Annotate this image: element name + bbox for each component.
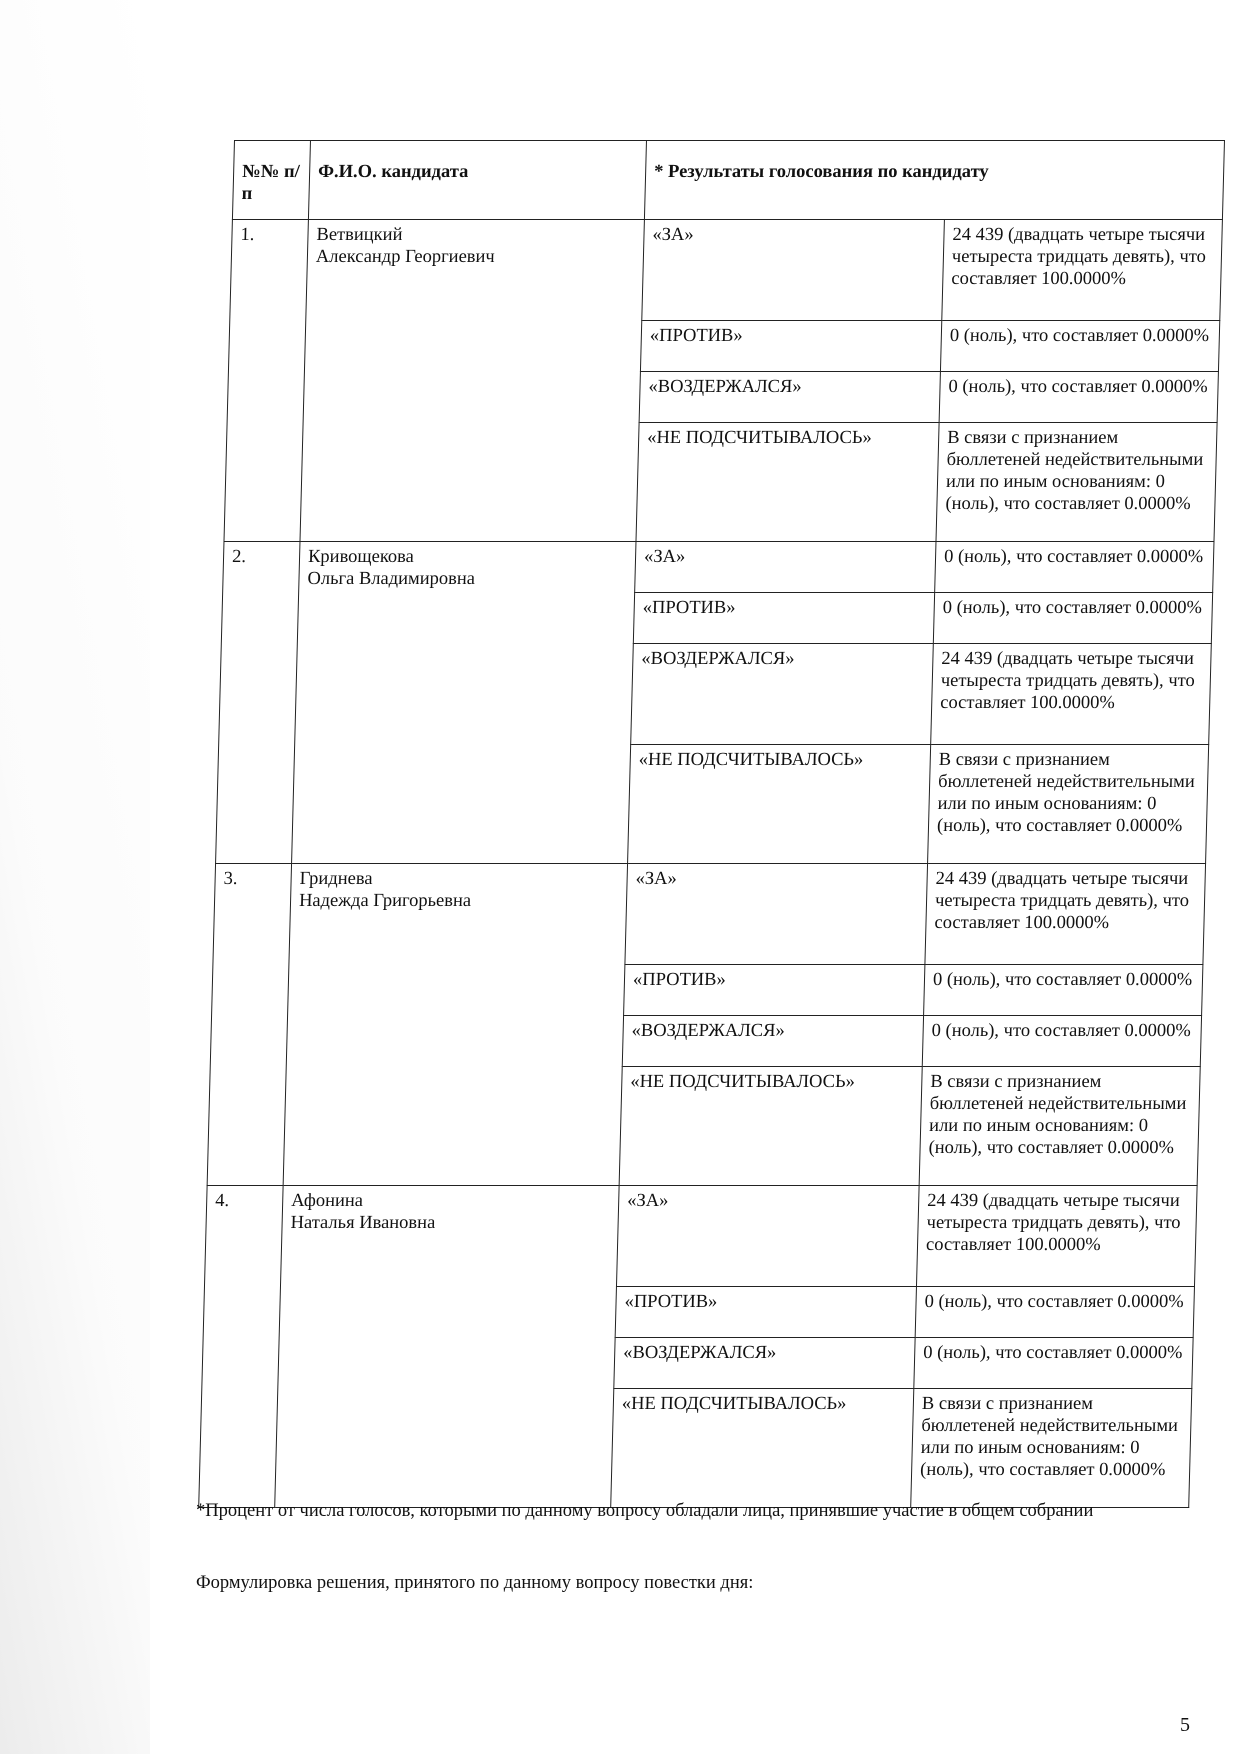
candidate-name (292, 542, 636, 864)
page-number: 5 (1180, 1714, 1190, 1736)
header-voting-results: * Результаты голосования по кандидату (644, 141, 1224, 220)
candidate-given-names: Надежда Григорьевна (298, 891, 472, 911)
vote-value: 0 (ноль), что составляет 0.0000% (915, 1287, 1194, 1338)
vote-option: «ЗА» (616, 1186, 919, 1287)
decision-wording-label: Формулировка решения, принятого по данному вопросу повестки дня: (196, 1573, 754, 1593)
vote-option: «ВОЗДЕРЖАЛСЯ» (639, 372, 940, 423)
vote-value: 24 439 (двадцать четыре тысячи четыреста тридцать девять), что составляет 100.0000% (942, 220, 1223, 321)
vote-value: В связи с признанием бюллетеней недействительными или по иным основаниям: 0 (ноль), что составляет 0.0000% (936, 423, 1217, 542)
candidate-name (283, 864, 627, 1186)
vote-value: 0 (ноль), что составляет 0.0000% (933, 593, 1212, 644)
candidate-number: 4. (199, 1186, 283, 1508)
vote-option: «ПРОТИВ» (633, 593, 934, 644)
scan-edge-shadow (0, 0, 150, 1754)
vote-option: «ЗА» (635, 542, 936, 593)
header-candidate-name: Ф.И.О. кандидата (308, 141, 646, 220)
vote-value: 24 439 (двадцать четыре тысячи четыреста тридцать девять), что составляет 100.0000% (925, 864, 1206, 965)
table-body (199, 220, 1223, 1508)
vote-value: В связи с признанием бюллетеней недействительными или по иным основаниям: 0 (ноль), что составляет 0.0000% (919, 1067, 1200, 1186)
vote-option: «ПРОТИВ» (624, 965, 925, 1016)
table-header-row (232, 141, 1224, 220)
vote-value: В связи с признанием бюллетеней недействительными или по иным основаниям: 0 (ноль), что составляет 0.0000% (928, 745, 1209, 864)
vote-value: 0 (ноль), что составляет 0.0000% (939, 372, 1218, 423)
vote-value: 0 (ноль), что составляет 0.0000% (914, 1338, 1193, 1389)
vote-value: 0 (ноль), что составляет 0.0000% (935, 542, 1214, 593)
candidate-number: 3. (207, 864, 291, 1186)
table-row (204, 1186, 1197, 1287)
candidate-surname: Ветвицкий (316, 225, 403, 245)
vote-value: 0 (ноль), что составляет 0.0000% (922, 1016, 1201, 1067)
candidate-name (300, 220, 644, 542)
vote-option: «ВОЗДЕРЖАЛСЯ» (631, 644, 934, 745)
vote-option: «НЕ ПОДСЧИТЫВАЛОСЬ» (619, 1067, 922, 1186)
candidate-surname: Афонина (290, 1191, 364, 1211)
table-row (213, 864, 1206, 965)
candidate-number: 1. (224, 220, 308, 542)
vote-option: «НЕ ПОДСЧИТЫВАЛОСЬ» (628, 745, 931, 864)
header-number: №№ п/п (232, 141, 310, 220)
vote-option: «ВОЗДЕРЖАЛСЯ» (622, 1016, 923, 1067)
vote-option: «ЗА» (625, 864, 928, 965)
vote-value: 24 439 (двадцать четыре тысячи четыреста тридцать девять), что составляет 100.0000% (931, 644, 1212, 745)
candidate-given-names: Александр Георгиевич (315, 247, 496, 267)
voting-results-table (198, 140, 1225, 1508)
vote-option: «НЕ ПОДСЧИТЫВАЛОСЬ» (611, 1389, 914, 1508)
vote-option: «НЕ ПОДСЧИТЫВАЛОСЬ» (636, 423, 939, 542)
vote-option: «ВОЗДЕРЖАЛСЯ» (614, 1338, 915, 1389)
vote-value: В связи с признанием бюллетеней недействительными или по иным основаниям: 0 (ноль), что составляет 0.0000% (911, 1389, 1192, 1508)
percentage-footnote: *Процент от числа голосов, которыми по данному вопросу обладали лица, принявшие участие в общем собрании (196, 1501, 1094, 1521)
candidate-surname: Гриднева (299, 869, 373, 889)
candidate-number: 2. (216, 542, 300, 864)
candidate-name (275, 1186, 619, 1508)
vote-option: «ПРОТИВ» (640, 321, 941, 372)
vote-value: 0 (ноль), что составляет 0.0000% (924, 965, 1203, 1016)
vote-value: 24 439 (двадцать четыре тысячи четыреста тридцать девять), что составляет 100.0000% (916, 1186, 1197, 1287)
candidate-surname: Кривощекова (307, 547, 415, 567)
vote-option: «ЗА» (642, 220, 945, 321)
candidate-given-names: Ольга Владимировна (307, 569, 476, 589)
table-row (223, 542, 1214, 593)
vote-value: 0 (ноль), что составляет 0.0000% (940, 321, 1219, 372)
candidate-given-names: Наталья Ивановна (290, 1213, 436, 1233)
table-row (230, 220, 1223, 321)
vote-option: «ПРОТИВ» (615, 1287, 916, 1338)
